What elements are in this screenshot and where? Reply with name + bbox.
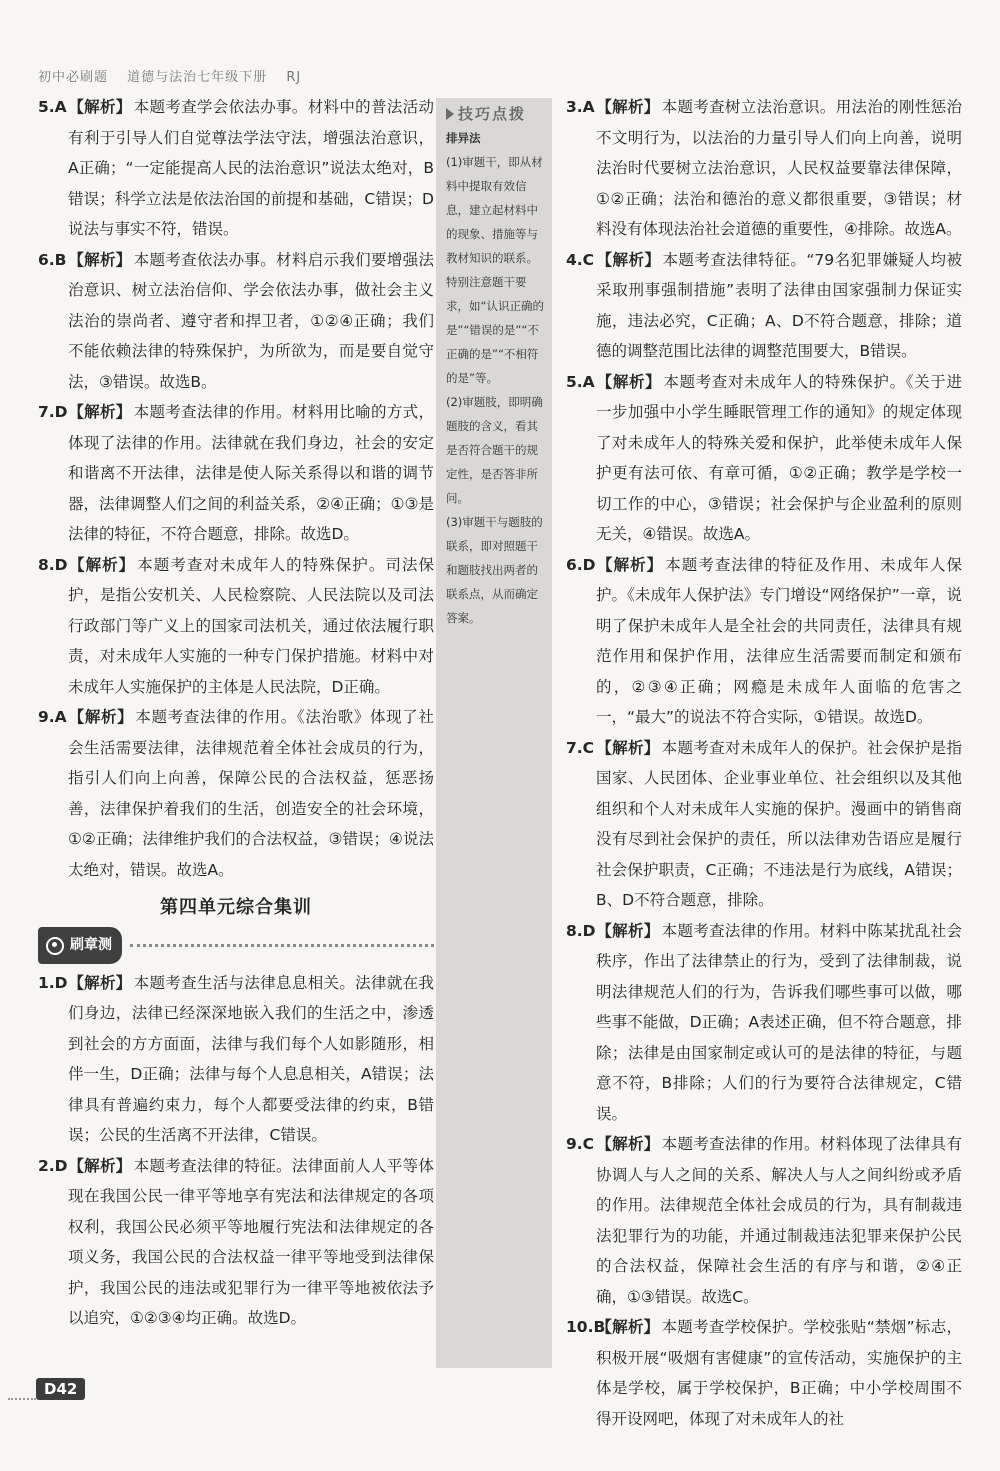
answer-text: 本题考查对未成年人的保护。社会保护是指国家、人民团体、企业事业单位、社会组织以及其他组织和个人对未成年人实施的保护。漫画中的销售商没有尽到社会保护的责任，所以法律劝告语应是履行社会保护职责，C正确；不违法是行为底线，A错误；B、D不符合题意，排除。 (596, 738, 962, 909)
answer-text: 本题考查对未成年人的特殊保护。司法保护，是指公安机关、人民检察院、人民法院以及司法行政部门等广义上的国家司法机关，通过依法履行职责，对未成年人实施的一种专门保护措施。材料中对未成年人实施保护的主体是人民法院，D正确。 (68, 555, 434, 696)
tips-title-text: 技巧点拨 (458, 105, 527, 123)
tips-title (446, 102, 546, 126)
answer-item (38, 550, 434, 703)
answer-number: 5.A (38, 98, 67, 116)
analysis-tag: 【解析】 (596, 738, 660, 757)
answer-item (38, 1151, 434, 1334)
answer-number: 4.C (566, 250, 595, 269)
answer-text: 本题考查法律的作用。材料体现了法律具有协调人与人之间的关系、解决人与人之间纠纷或矛盾的作用。法律规范全体社会成员的行为，具有制裁违法犯罪行为的功能，并通过制裁违法犯罪来保护公民的合法权益，保障社会生活的有序与和谐，②④正确，①③错误。故选C。 (596, 1135, 962, 1306)
answer-item (566, 92, 962, 245)
analysis-tag: 【解析】 (596, 98, 660, 116)
answer-number: 9.A (38, 708, 67, 726)
answer-text: 本题考查学会依法办事。材料中的普法活动有利于引导人们自觉尊法学法守法，增强法治意识，A正确；“一定能提高人民的法治意识”说法太绝对，B错误；科学立法是依法治国的前提和基础，C错误；D说法与事实不符，错误。 (68, 98, 434, 238)
chapter-badge-label (38, 927, 122, 964)
tips-paragraph: (2)审题肢，即明确题肢的含义，看其是否符合题干的规定性，是否答非所问。 (446, 395, 543, 505)
answer-item (566, 1312, 962, 1434)
page-header (38, 66, 315, 85)
answer-text: 本题考查法律的作用。材料中陈某扰乱社会秩序，作出了法律禁止的行为，受到了法律制裁，说明法律规范人们的行为，告诉我们哪些事可以做，哪些事不能做，D正确；A表述正确，但不符合题意，排除；法律是由国家制定或认可的是法律的特征，与题意不符，B排除；人们的行为要符合法律规定，C错误。 (596, 921, 962, 1123)
tips-paragraph: (3)审题干与题肢的联系，即对照题干和题肢找出两者的联系点，从而确定答案。 (446, 515, 543, 625)
answer-number: 6.B (38, 250, 67, 269)
answer-item (566, 1129, 962, 1312)
tips-subtitle: 排异法 (446, 131, 481, 145)
analysis-tag: 【解析】 (596, 1318, 660, 1336)
chapter-badge (38, 930, 434, 962)
answer-item (566, 916, 962, 1130)
left-column (38, 92, 434, 1334)
answer-number: 2.D (38, 1156, 68, 1175)
answer-text: 本题考查对未成年人的特殊保护。《关于进一步加强中小学生睡眠管理工作的通知》的规定体现了对未成年人的特殊关爱和保护，此举使未成年人保护更有法可依、有章可循，①②正确；教学是学校一切工作的中心，③错误；社会保护与企业盈利的原则无关，④错误。故选A。 (596, 372, 962, 543)
answer-text: 本题考查法律的特征及作用、未成年人保护。《未成年人保护法》专门增设“网络保护”一章，说明了保护未成年人是全社会的共同责任，法律具有规范作用和保护作用，法律应生活需要而制定和颁布的，②③④正确；网瘾是未成年人面临的危害之一，“最大”的说法不符合实际，①错误。故选D。 (596, 555, 962, 726)
answer-number: 1.D (38, 973, 68, 992)
answer-text: 本题考查法律的作用。材料用比喻的方式，体现了法律的作用。法律就在我们身边，社会的安定和谐离不开法律，法律是使人际关系得以和谐的调节器，法律调整人们之间的利益关系，②④正确；①③是法律的特征，不符合题意，排除。故选D。 (68, 403, 434, 543)
answer-item (38, 397, 434, 550)
answer-text: 本题考查学校保护。学校张贴“禁烟”标志，积极开展“吸烟有害健康”的宣传活动，实施保护的主体是学校，属于学校保护，B正确；中小学校周围不得开设网吧，体现了对未成年人的社 (596, 1318, 962, 1428)
answer-item (566, 367, 962, 550)
answer-text: 本题考查法律特征。“79名犯罪嫌疑人均被采取刑事强制措施”表明了法律由国家强制力保证实施，违法必究，C正确；A、D不符合题意，排除；道德的调整范围比法律的调整范围要大，B错误。 (596, 250, 962, 360)
answer-text: 本题考查树立法治意识。用法治的刚性惩治不文明行为，以法治的力量引导人们向上向善，说明法治时代要树立法治意识，人民权益要靠法律保障，①②正确；法治和德治的意义都很重要，③错误；材料没有体现法治社会道德的重要性，④排除。故选A。 (596, 98, 962, 238)
dotted-divider (8, 1398, 36, 1400)
analysis-tag: 【解析】 (68, 250, 132, 269)
answer-number: 7.D (38, 403, 68, 421)
answer-number: 9.C (566, 1135, 595, 1153)
analysis-tag: 【解析】 (68, 555, 136, 574)
answer-number: 7.C (566, 738, 595, 757)
answer-number: 6.D (566, 555, 596, 574)
answer-item (566, 550, 962, 733)
answer-number: 10.B (566, 1318, 606, 1336)
page-number: D42 (36, 1378, 85, 1400)
tips-sidebar (436, 98, 552, 1368)
answer-item (38, 702, 434, 885)
answer-number: 5.A (566, 372, 595, 391)
target-icon (46, 937, 64, 955)
answer-item (38, 968, 434, 1151)
analysis-tag: 【解析】 (596, 555, 664, 574)
chapter-badge-text: 刷章测 (70, 937, 112, 954)
analysis-tag: 【解析】 (68, 98, 132, 116)
section-title: 第四单元综合集训 (160, 897, 312, 918)
answer-text: 本题考查依法办事。材料启示我们要增强法治意识、树立法治信仰、学会依法办事，做社会主义法治的崇尚者、遵守者和捍卫者，①②④正确；我们不能依赖法律的特殊保护，为所欲为，而是要自觉守法，③错误。故选B。 (68, 250, 434, 391)
answer-number: 3.A (566, 98, 595, 116)
analysis-tag: 【解析】 (68, 708, 134, 726)
right-column (566, 92, 962, 1434)
answer-item (566, 733, 962, 916)
answer-item (38, 92, 434, 245)
answer-number: 8.D (38, 555, 68, 574)
arrow-right-icon (446, 108, 454, 120)
answer-text: 本题考查法律的特征。法律面前人人平等体现在我国公民一律平等地享有宪法和法律规定的各项权利，我国公民必须平等地履行宪法和法律规定的各项义务，我国公民的合法权益一律平等地受到法律保护，我国公民的违法或犯罪行为一律平等地被依法予以追究，①②③④均正确。故选D。 (68, 1156, 434, 1327)
answer-item (38, 245, 434, 398)
tips-paragraph: (1)审题干，即从材料中提取有效信息，建立起材料中的现象、措施等与教材知识的联系。特别注意题干要求，如“认识正确的是”“错误的是”“不正确的是”“不相符的是”等。 (446, 155, 544, 385)
analysis-tag: 【解析】 (596, 1135, 660, 1153)
book-series: 初中必刷题 (38, 70, 109, 85)
analysis-tag: 【解析】 (68, 1156, 132, 1175)
analysis-tag: 【解析】 (596, 250, 661, 269)
answer-text: 本题考查法律的作用。《法治歌》体现了社会生活需要法律，法律规范着全体社会成员的行为，指引人们向上向善，保障公民的合法权益，惩恶扬善，法律保护着我们的生活，创造安全的社会环境，①②正确；法律维护我们的合法权益，③错误；④说法太绝对，错误。故选A。 (68, 708, 434, 879)
answer-item (566, 245, 962, 367)
book-edition: RJ (286, 70, 302, 85)
book-subject: 道德与法治七年级下册 (127, 70, 268, 85)
analysis-tag: 【解析】 (68, 403, 132, 421)
answer-text: 本题考查生活与法律息息相关。法律就在我们身边，法律已经深深地嵌入我们的生活之中，渗透到社会的方方面面，法律与我们每个人如影随形，相伴一生，D正确；法律与每个人息息相关，A错误；法律具有普遍约束力，每个人都要受法律的约束，B错误；公民的生活离不开法律，C错误。 (68, 973, 434, 1144)
analysis-tag: 【解析】 (596, 921, 660, 940)
analysis-tag: 【解析】 (596, 372, 662, 391)
answer-number: 8.D (566, 921, 596, 940)
analysis-tag: 【解析】 (68, 973, 132, 992)
dotted-divider (130, 944, 434, 947)
